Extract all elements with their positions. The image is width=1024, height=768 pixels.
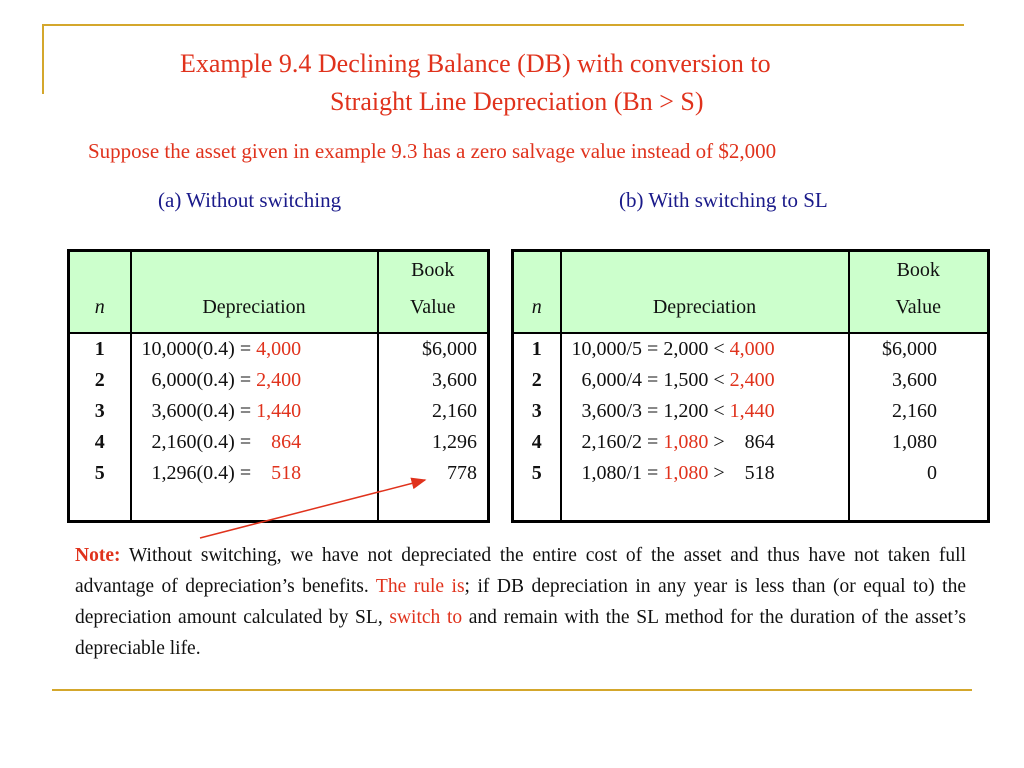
depreciation-value: 1,080 <box>663 462 709 484</box>
depreciation-value: 2,400 <box>729 369 775 391</box>
caption-a: (a) Without switching <box>158 188 342 212</box>
header-n: n <box>513 251 561 334</box>
note-paragraph <box>75 540 966 664</box>
depreciation-formula: 1,080/1 = <box>571 462 664 484</box>
note-rule: The rule is <box>375 576 465 597</box>
depreciation-value: 1,440 <box>729 400 775 422</box>
depreciation-value: 1,440 <box>256 400 302 422</box>
depreciation-formula: 3,600/3 = 1,200 < <box>571 400 730 422</box>
depreciation-formula: 2,160(0.4) = <box>141 431 272 453</box>
cell-book-value: 3,600 <box>432 369 477 391</box>
cell-book-value: 1,080 <box>892 431 937 453</box>
header-value: Value <box>895 296 942 318</box>
header-book: Book <box>896 259 940 281</box>
depreciation-formula: > 864 <box>708 431 775 453</box>
cell-book-value: 2,160 <box>892 400 937 422</box>
depreciation-value: 864 <box>271 431 302 453</box>
depreciation-value: 518 <box>271 462 302 484</box>
note-label: Note: <box>75 545 121 566</box>
header-book: Book <box>411 259 455 281</box>
subtitle: Suppose the asset given in example 9.3 has a zero salvage value instead of $2,000 <box>88 139 777 163</box>
header-value: Value <box>409 296 456 318</box>
cell-n: 2 <box>513 365 561 396</box>
slide-title-line2: Straight Line Depreciation (Bn > S) <box>330 87 704 116</box>
cell-book-value: 1,296 <box>432 431 477 453</box>
cell-n: 2 <box>69 365 131 396</box>
cell-book-value: 2,160 <box>432 400 477 422</box>
depreciation-formula: 10,000(0.4) = <box>141 338 257 360</box>
header-depreciation: Depreciation <box>131 251 378 334</box>
depreciation-formula: 6,000(0.4) = <box>141 369 257 391</box>
depreciation-formula: 2,160/2 = <box>571 431 664 453</box>
cell-book-value: $6,000 <box>882 338 937 360</box>
note-text-1: Without switching, we have not depreciated the entire cost of the asset and thus have not taken full advantage of depreciation’s benefits. <box>75 545 966 597</box>
depreciation-value: 1,080 <box>663 431 709 453</box>
cell-n: 3 <box>69 396 131 427</box>
depreciation-formula: > 518 <box>708 462 775 484</box>
depreciation-formula: 1,296(0.4) = <box>141 462 272 484</box>
cell-book-value: 0 <box>927 462 937 484</box>
cell-n: 1 <box>513 333 561 365</box>
cell-n: 5 <box>69 458 131 489</box>
caption-b: (b) With switching to SL <box>619 188 828 212</box>
header-n: n <box>69 251 131 334</box>
cell-n: 1 <box>69 333 131 365</box>
note-text-3: and remain with the SL method for the duration of the asset’s depreciable life. <box>75 607 966 659</box>
depreciation-formula: 6,000/4 = 1,500 < <box>571 369 730 391</box>
depreciation-formula: 10,000/5 = 2,000 < <box>571 338 730 360</box>
cell-n: 3 <box>513 396 561 427</box>
depreciation-value: 2,400 <box>256 369 302 391</box>
header-depreciation: Depreciation <box>561 251 849 334</box>
cell-book-value: $6,000 <box>422 338 477 360</box>
note-text-2: ; if DB depreciation in any year is less than (or equal to) the depreciation amount calculated by SL, <box>75 576 966 628</box>
cell-book-value: 778 <box>447 462 477 484</box>
note-switch: switch to <box>389 607 463 628</box>
depreciation-value: 4,000 <box>729 338 775 360</box>
depreciation-formula: 3,600(0.4) = <box>141 400 257 422</box>
arrow-icon <box>200 480 425 538</box>
depreciation-value: 4,000 <box>256 338 302 360</box>
cell-n: 5 <box>513 458 561 489</box>
cell-n: 4 <box>69 427 131 458</box>
cell-n: 4 <box>513 427 561 458</box>
cell-book-value: 3,600 <box>892 369 937 391</box>
slide-title-line1: Example 9.4 Declining Balance (DB) with conversion to <box>180 49 771 78</box>
